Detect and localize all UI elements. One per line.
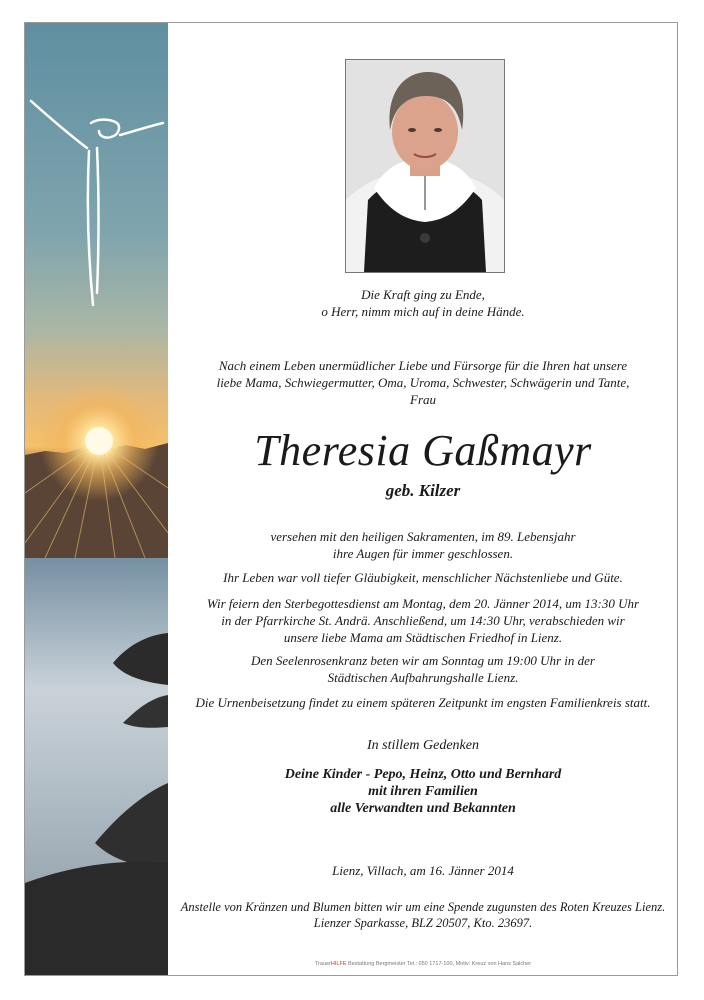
footer-credits [168,961,678,967]
in-memory-heading: In stillem Gedenken [367,738,479,753]
paragraph-rosary [168,652,678,686]
obituary-text-area [168,23,678,975]
paragraph-sacraments [168,528,678,562]
paragraph-urn: Die Urnenbeisetzung findet zu einem späteren Zeitpunkt im engsten Familienkreis statt. [195,695,651,710]
paragraph-funeral-service [168,595,678,646]
deceased-name: Theresia Gaßmayr [254,426,592,475]
sunrise-image [25,23,168,975]
donation-line: Lienzer Sparkasse, BLZ 20507, Kto. 23697. [313,916,533,930]
donation-line: Anstelle von Kränzen und Blumen bitten wir um eine Spende zugunsten des Roten Kreuzes Lienz. [180,900,666,914]
mourners-list [168,766,678,817]
maiden-name: geb. Kilzer [385,481,461,500]
bible-quote [168,286,678,320]
paragraph-line: Städtischen Aufbahrungshalle Lienz. [327,670,519,685]
paragraph-line: in der Pfarrkirche St. Andrä. Anschließend, um 14:30 Uhr, verabschieden wir [221,613,625,628]
mourners-line: mit ihren Familien [368,784,478,799]
place-date: Lienz, Villach, am 16. Jänner 2014 [332,863,514,878]
paragraph-line: versehen mit den heiligen Sakramenten, im 89. Lebensjahr [270,529,576,544]
footer-brand-prefix: Trauer [314,961,331,967]
intro-line: Frau [410,392,436,407]
footer-brand-suffix: HILFE [330,961,347,967]
footer-text: Bestattung Bergmeister Tel.: 050 1717-100, Motiv: Kreuz von Hans Salcher [346,961,532,967]
paragraph-line: Wir feiern den Sterbegottesdienst am Montag, dem 20. Jänner 2014, um 13:30 Uhr [206,596,640,611]
mourners-line: Deine Kinder - Pepo, Heinz, Otto und Bernhard [284,767,562,782]
quote-line: Die Kraft ging zu Ende, [361,287,485,302]
obituary-card [24,22,678,976]
mourners-line: alle Verwandten und Bekannten [330,801,516,816]
quote-line: o Herr, nimm mich auf in deine Hände. [321,304,525,319]
portrait-photo [345,59,505,273]
donation-note [168,899,678,931]
paragraph-line: unsere liebe Mama am Städtischen Friedhof in Lienz. [283,630,563,645]
intro-line: liebe Mama, Schwiegermutter, Oma, Uroma, Schwester, Schwägerin und Tante, [216,375,630,390]
intro-line: Nach einem Leben unermüdlicher Liebe und Fürsorge für die Ihren hat unsere [218,358,628,373]
paragraph-line: Den Seelenrosenkranz beten wir am Sonntag um 19:00 Uhr in der [251,653,595,668]
paragraph-line: ihre Augen für immer geschlossen. [332,546,514,561]
paragraph-life: Ihr Leben war voll tiefer Gläubigkeit, menschlicher Nächstenliebe und Güte. [223,570,623,585]
intro-text [168,357,678,408]
